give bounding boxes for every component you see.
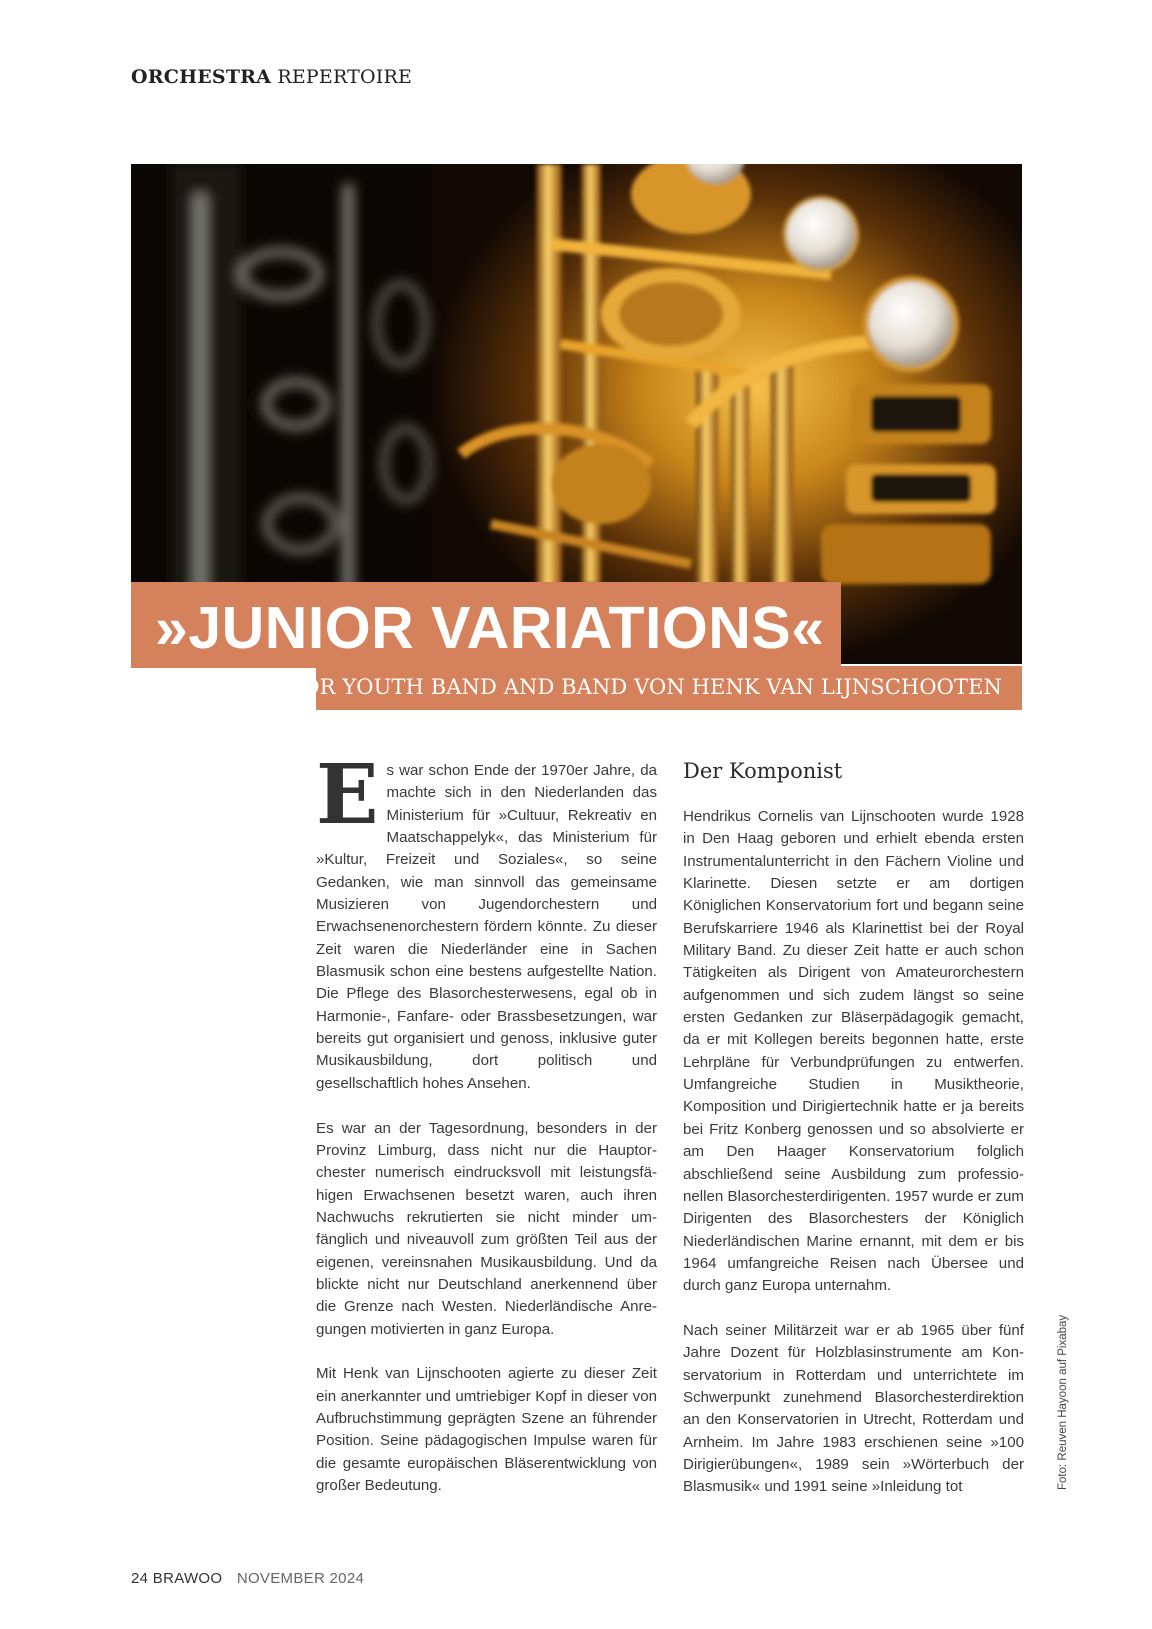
article-column-right	[683, 760, 1024, 1521]
paragraph-text: s war schon Ende der 1970er Jahre, da machte sich in den Niederlanden das Ministerium für »Cultuur, Rekreativ en Maatschappelyk«, das Ministerium für »Kultur, Freizeit und Soziales«, so seine Gedanken, wie man sinnvoll das gemeinsame Musizieren von Jugendorchestern und Erwachsenenorchestern fördern könnte. Zu dieser Zeit waren die Niederländer eine in Sachen Blasmusik schon eine bestens aufgestellte Nation. Die Pflege des Blasorchesterwesens, egal ob in Harmonie-, Fanfare- oder Brassbesetzungen, war bereits gut organisiert und genoss, inklusive guter Musikausbildung, dort politisch und gesellschaftlich hohes Ansehen.	[316, 762, 657, 1092]
section-name: ORCHESTRA	[131, 66, 272, 88]
issue-date: NOVEMBER 2024	[236, 1570, 365, 1587]
paragraph: Hendrikus Cornelis van Lijnschooten wurde 1928 in Den Haag geboren und erhielt ebenda ersten Instrumentalunterricht in den Fächern Violine und Klarinette. Diesen setzte er am dortigen Königlichen Konservatorium fort und begann seine Berufskarriere 1946 als Klarinettist bei der Royal Military Band. Zu dieser Zeit hatte er auch schon Tätigkeiten als Dirigent von Amateurorchestern aufgenommen und sich zudem längst so seine ersten Gedanken zur Bläserpädagogik gemacht, da er mit Kollegen bereits begonnen hatte, erste Lehrpläne für Verbundprüfungen zu entwerfen. Umfangreiche Studien in Musiktheorie, Komposition und Dirigiertechnik hatte er ja bereits bei Fritz Konberg genossen und so absolvierte er am Den Haager Konservatorium folglich abschließend seine Ausbildung zum professionellen Blasorchesterdirigenten. 1957 wurde er zum Dirigenten des Blasorchesters der Königlich Niederländischen Marine ernannt, mit dem er bis 1964 umfangreiche Reisen nach Übersee und durch ganz Europa unternahm.	[683, 808, 1024, 1295]
article-title-box	[131, 582, 841, 668]
intro-paragraph	[316, 747, 657, 1095]
paragraph: Mit Henk van Lijnschooten agierte zu dieser Zeit ein anerkannter und umtriebiger Kopf in dieser von Aufbruchstimmung geprägten Szene an führender Position. Seine pädagogischen Impulse waren für die gesamte europäischen Bläserentwicklung von großer Bedeutung.	[316, 1365, 657, 1494]
paragraph: Nach seiner Militärzeit war er ab 1965 über fünf Jahre Dozent für Holzblasinstrumente am Konservatorium in Rotterdam und unterrichtete im Schwerpunkt zunehmend Blasorchesterdirektion an den Konservatorien in Utrecht, Rotterdam und Arnheim. Im Jahre 1983 erschienen seine »100 Dirigierübungen«, 1989 sein »Wörterbuch der Blasmusik« und 1991 seine »Inleidung tot	[683, 1321, 1024, 1496]
article-column-left	[316, 747, 657, 1520]
page-footer	[131, 1570, 364, 1587]
photo-credit: Foto: Reuven Hayoon auf Pixabay	[1057, 1314, 1069, 1490]
article-subtitle: FOR YOUTH BAND AND BAND VON HENK VAN LIJNSCHOOTEN	[287, 675, 1002, 699]
article-title: »JUNIOR VARIATIONS«	[155, 595, 825, 661]
magazine-name: BRAWOO	[152, 1570, 223, 1587]
drop-cap: E	[316, 747, 379, 843]
page-number: 24	[131, 1570, 149, 1587]
paragraph: Es war an der Tagesordnung, besonders in der Provinz Limburg, dass nicht nur die Hauptorchester numerisch eindrucksvoll mit leistungsfähigen Erwachsenen besetzt waren, auch ihren Nachwuchs rekrutierten sie nicht minder umfänglich und niveauvoll zum größten Teil aus der eigenen, vereinsnahen Musikausbildung. Und da blickte nicht nur Deutschland anerkennend über die Grenze nach Westen. Niederländische Anregungen motivierten in ganz Europa.	[316, 1119, 657, 1338]
section-subname: REPERTOIRE	[277, 66, 413, 88]
section-header	[131, 66, 412, 88]
article-subtitle-box	[287, 666, 1022, 710]
section-subheading: Der Komponist	[683, 759, 843, 783]
